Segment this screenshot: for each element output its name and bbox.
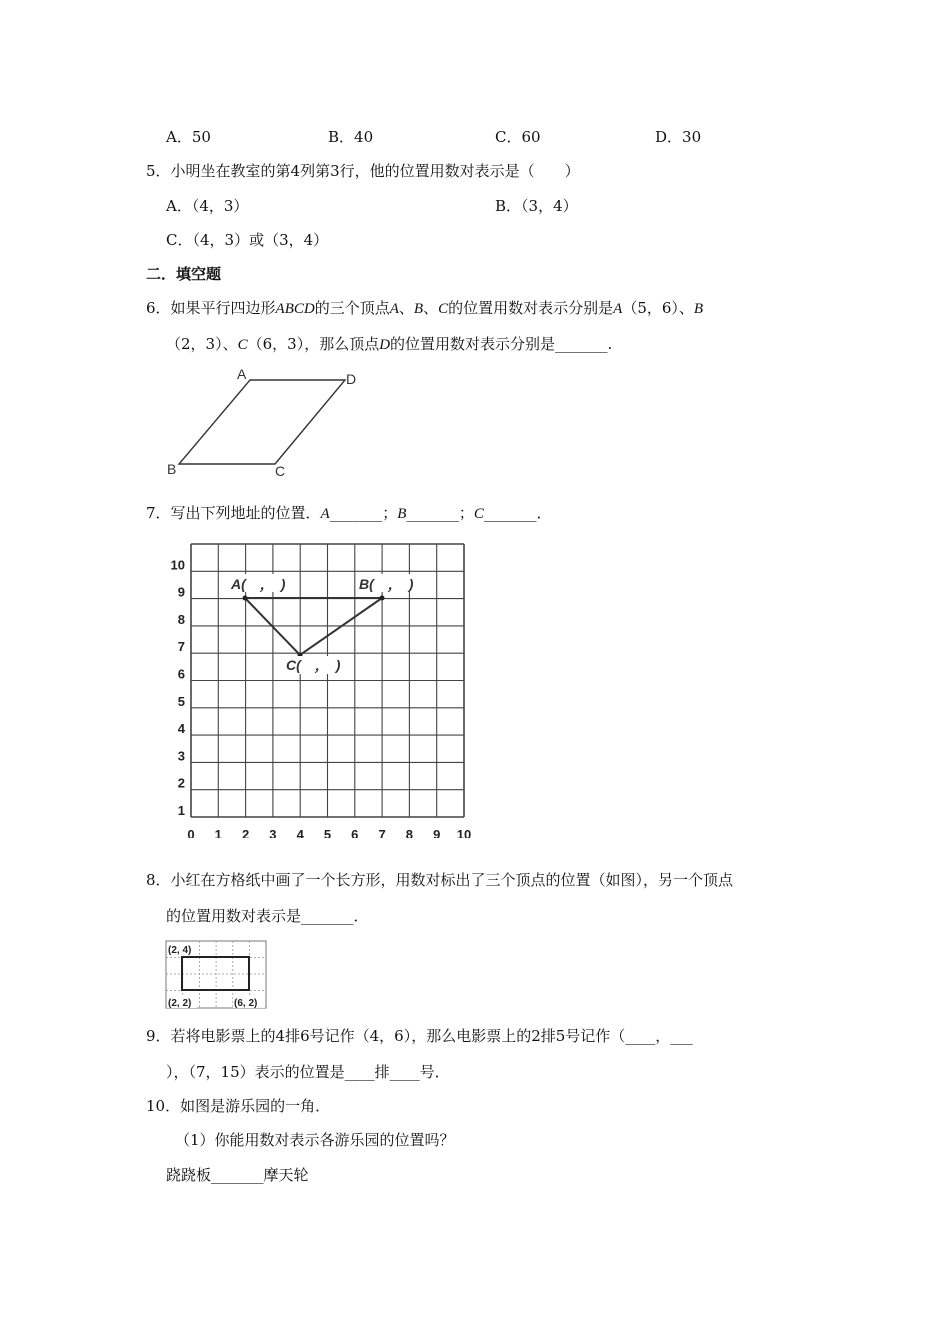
q7-line (146, 503, 551, 524)
label-a: A( ， ) (231, 576, 286, 592)
label-b: B( ， ) (359, 576, 414, 592)
y-tick-label: 6 (177, 666, 185, 682)
parallelogram-figure (162, 364, 362, 479)
q8-line2: 的位置用数对表示是_______． (166, 907, 369, 925)
q7-blank-b: _______； (406, 504, 474, 522)
q6-b-val: （2，3）、 (166, 335, 238, 353)
q5-stem: 5．小明坐在教室的第4列第3行，他的位置用数对表示是（ ） (146, 162, 580, 180)
x-tick-label: 8 (405, 827, 414, 838)
path-a-c-b (245, 598, 382, 655)
q7-a: A (320, 506, 330, 522)
y-tick-label: 8 (177, 611, 185, 627)
vertex-label-a: A (237, 366, 247, 382)
q7-text: 7．写出下列地址的位置． (146, 504, 321, 522)
q6-c-val: （6，3），那么顶点 (247, 335, 380, 353)
q6-text: 、 (423, 299, 439, 317)
q9-line1: 9．若将电影票上的4排6号记作（4，6），那么电影票上的2排5号记作（____，___ (146, 1027, 693, 1045)
x-tick-label: 3 (269, 827, 277, 838)
q7-blank-a: _______； (329, 504, 398, 522)
q5-option-a: A．（4，3） (166, 197, 249, 215)
y-tick-label: 3 (177, 748, 185, 764)
q10-sub1: （1）你能用数对表示各游乐园的位置吗？ (175, 1131, 455, 1149)
q6-b2: B (693, 301, 704, 317)
q4-option-b: B．40 (328, 128, 374, 146)
x-tick-labels (187, 827, 471, 838)
y-tick-labels (171, 557, 186, 818)
label-bottom-left: (2, 2) (168, 998, 192, 1009)
q9-line2: ），（7，15）表示的位置是____排____号． (166, 1063, 450, 1081)
x-tick-label: 6 (351, 827, 359, 838)
q6-end: 的位置用数对表示分别是_______. (390, 335, 613, 353)
x-tick-label: 4 (296, 827, 304, 838)
y-tick-label: 9 (177, 584, 185, 600)
x-tick-label: 5 (323, 827, 332, 838)
q4-option-d: D．30 (655, 128, 702, 146)
y-tick-label: 5 (177, 693, 185, 709)
x-tick-label: 10 (456, 827, 472, 838)
x-tick-label: 7 (378, 827, 386, 838)
q6-a-val: （5，6）、 (622, 299, 694, 317)
vertex-label-d: D (346, 371, 357, 387)
q6-line1 (146, 298, 703, 319)
label-c: C( ， ) (286, 657, 341, 673)
x-tick-label: 0 (187, 827, 195, 838)
q6-abcd: ABCD (275, 301, 315, 317)
q10-sub1-answer: 跷跷板_______摩天轮 (166, 1166, 309, 1184)
x-tick-label: 1 (214, 827, 222, 838)
y-tick-label: 10 (170, 557, 185, 573)
y-tick-label: 4 (177, 721, 185, 737)
x-tick-label: 2 (241, 827, 250, 838)
q6-c: C (438, 301, 449, 317)
q7-b: B (397, 506, 407, 522)
q6-text: 6．如果平行四边形 (146, 299, 276, 317)
y-tick-label: 2 (177, 775, 185, 791)
q6-a: A (389, 301, 399, 317)
q6-a2: A (613, 301, 623, 317)
point-a (243, 596, 248, 601)
rectangle-grid-figure (165, 940, 267, 1010)
q6-text: 、 (398, 299, 414, 317)
coordinate-grid (165, 538, 485, 838)
y-tick-label: 1 (177, 803, 185, 818)
parallelogram-shape (179, 380, 345, 464)
q5-option-c: C．（4，3）或（3，4） (166, 231, 329, 249)
q6-text: 的位置用数对表示分别是 (448, 299, 614, 317)
vertex-label-b: B (167, 461, 177, 477)
label-top-left: (2, 4) (168, 945, 192, 956)
q7-blank-c: _______． (483, 504, 552, 522)
point-b (380, 596, 385, 601)
q10-stem: 10．如图是游乐园的一角． (146, 1097, 331, 1115)
q4-option-a: A．50 (166, 128, 211, 146)
q6-b: B (413, 301, 424, 317)
q5-option-b: B．（3，4） (495, 197, 578, 215)
q6-c2: C (237, 337, 248, 353)
y-tick-label: 7 (177, 639, 185, 655)
q6-text: 的三个顶点 (314, 299, 390, 317)
q6-line2 (166, 334, 612, 355)
vertex-label-c: C (275, 463, 286, 479)
q7-c: C (473, 506, 484, 522)
q6-d: D (379, 337, 391, 353)
label-bottom-right: (6, 2) (234, 998, 258, 1009)
section-title: 二．填空题 (146, 265, 222, 283)
q4-option-c: C．60 (495, 128, 541, 146)
q8-line1: 8．小红在方格纸中画了一个长方形，用数对标出了三个顶点的位置（如图），另一个顶点 (146, 871, 734, 889)
x-tick-label: 9 (433, 827, 441, 838)
